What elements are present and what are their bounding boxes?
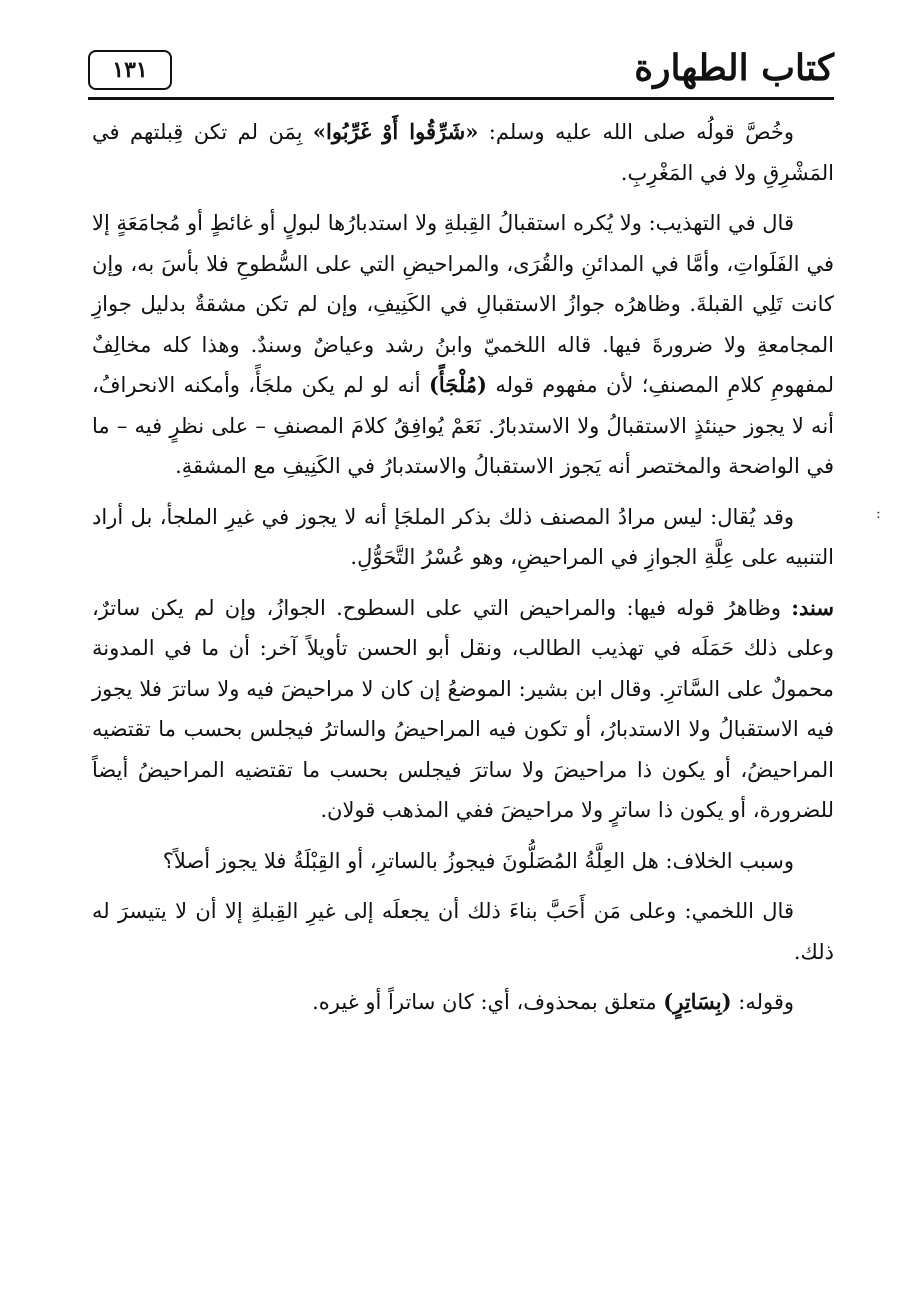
paragraph-text: وقوله:: [731, 990, 794, 1014]
author-label: سند:: [791, 594, 834, 620]
paragraph-7: [92, 982, 834, 1023]
paragraph-5: [92, 841, 834, 882]
paragraph-text: وظاهرُ قوله فيها: والمراحيض التي على السطوح. الجوازُ، وإن لم يكن ساترٌ، وعلى ذلك حَمَلَه في تهذيب الطالب، ونقل أبو الحسن تأويلاً آخر: أن ما في المدونة محمولٌ على السَّاترِ. وقال ابن بشير: الموضعُ إن كان لا مراحيضَ فيه ولا ساترَ فلا يجوز فيه الاستقبالُ ولا الاستدبارُ، أو تكون فيه المراحيضُ والساترُ فيجلس بحسب ما تقتضيه المراحيضُ، أو يكون ذا مراحيضَ ولا ساترَ فيجلس بحسب ما تقتضيه المراحيضُ أيضاً للضرورة، أو يكون ذا ساترٍ ولا مراحيضَ ففي المذهب قولان.: [92, 595, 834, 822]
paragraph-4: [92, 588, 834, 831]
paragraph-text: وخُصَّ قولُه صلى الله عليه وسلم:: [478, 120, 795, 144]
running-title: كتاب الطهارة: [634, 47, 834, 89]
page-header: [88, 44, 834, 100]
paragraph-2: [92, 203, 834, 487]
header-rule: [88, 97, 834, 100]
paragraph-1: [92, 112, 834, 193]
paragraph-6: [92, 891, 834, 972]
paragraph-text: بِمَن لم تكن قِبلتهم في المَشْرِقِ ولا في المَغْرِبِ.: [92, 120, 834, 185]
paragraph-text: قال اللخمي: وعلى مَن أَحَبَّ بناءَ ذلك أن يجعلَه إلى غيرِ القِبلةِ إلا أن لا يتيسرَ له ذلك.: [92, 899, 834, 964]
paragraph-text: قال في التهذيب: ولا يُكره استقبالُ القِبلةِ ولا استدبارُها لبولٍ أو غائطٍ أو مُجامَعَةٍ إلا في الفَلَواتِ، وأمَّا في المدائنِ والقُرَى، والمراحيضِ التي على السُّطوحِ فلا بأسَ به، وإن كانت تَلِي القبلةَ. وظاهرُه جوازُ الاستقبالِ في الكَنِيفِ، وإن لم تكن مشقةٌ بدليل جوازِ المجامعةِ ولا ضرورةَ فيها. قاله اللخميّ وابنُ رشد وعياضٌ وسندٌ. وهذا كله مخالِفٌ لمفهومِ كلامِ المصنفِ؛ لأن مفهوم قوله: [92, 211, 834, 397]
paragraph-text: وقد يُقال: ليس مرادُ المصنف ذلك بذكر الملجَإ أنه لا يجوز في غيرِ الملجأ، بل أراد التنبيه على عِلَّةِ الجوازِ في المراحيضِ، وهو عُسْرُ التَّحَوُّلِ.: [92, 504, 834, 569]
quoted-term: (بِسَاتِرٍ): [663, 989, 732, 1014]
margin-mark: :: [876, 506, 881, 522]
paragraph-text: أنه لو لم يكن ملجَأً، وأمكنه الانحرافُ، أنه لا يجوز حينئذٍ الاستقبالُ ولا الاستدبارُ. نَعَمْ يُوافِقُ كلامَ المصنفِ – على نظرٍ فيه – ما في الواضحة والمختصر أنه يَجوز الاستقبالُ والاستدبارُ في الكَنِيفِ مع المشقةِ.: [92, 373, 834, 478]
text-body: [92, 112, 834, 1023]
paragraph-3: [92, 497, 834, 578]
page-number-box: [88, 50, 172, 90]
quoted-term: (مُلْجَأً): [428, 372, 487, 397]
paragraph-text: وسبب الخلاف: هل العِلَّةُ المُصَلُّونَ فيجوزُ بالساترِ، أو القِبْلَةُ فلا يجوز أصلاً؟: [162, 848, 794, 873]
hadith-quote: «شَرِّقُوا أَوْ غَرِّبُوا»: [312, 119, 479, 144]
paragraph-text: متعلق بمحذوف، أي: كان ساتراً أو غيره.: [312, 990, 664, 1014]
page-number: ١٣١: [112, 57, 148, 83]
